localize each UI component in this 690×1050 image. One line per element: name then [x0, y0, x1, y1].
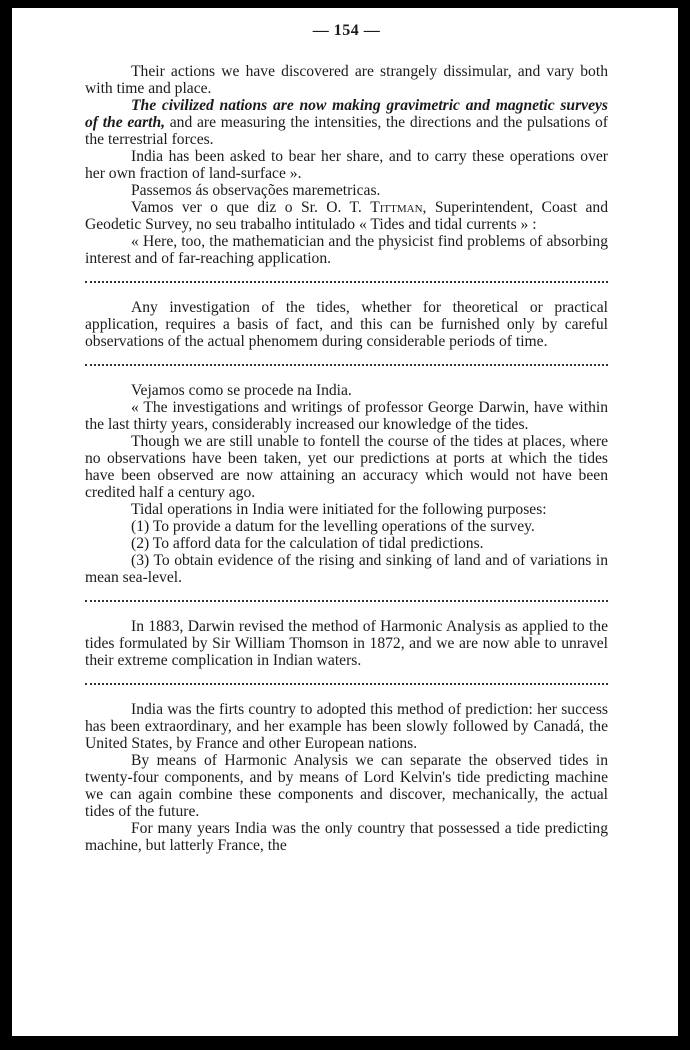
- paragraph: India was the firts country to adopted this method of prediction: her success has been extraordinary, and her example has been slowly followed by Canadá, the United States, by France and other European nations.: [85, 701, 608, 752]
- paragraph-text: Vamos ver o que diz o Sr. O. T.: [131, 199, 371, 216]
- dotted-separator: [85, 362, 608, 366]
- paragraph: [85, 97, 608, 148]
- author-name: Tittman: [370, 199, 423, 216]
- paragraph: In 1883, Darwin revised the method of Harmonic Analysis as applied to the tides formulated by Sir William Thomson in 1872, and we are now able to unravel their extreme complication in Indian waters.: [85, 618, 608, 669]
- paragraph: India has been asked to bear her share, and to carry these operations over her own fraction of land-surface ».: [85, 148, 608, 182]
- page-content: [85, 18, 608, 854]
- italic-phrase: The civilized nations are now making gravimetric and magnetic surveys of the earth,: [85, 97, 608, 131]
- paragraph: Passemos ás observações maremetricas.: [131, 182, 381, 199]
- dotted-separator: [85, 681, 608, 685]
- paragraph-text: , Superintendent, Coast and Geodetic Survey, no seu trabalho intitulado « Tides and tidal currents » :: [85, 199, 608, 233]
- paragraph: Though we are still unable to fontell the course of the tides at places, where no observations have been taken, yet our predictions at ports at which the tides have been observed are now attaining an accuracy which would not have been credited half a century ago.: [85, 433, 608, 501]
- list-item: [85, 535, 608, 552]
- paragraph: Vejamos como se procede na India.: [131, 382, 352, 399]
- paragraph: « Here, too, the mathematician and the physicist find problems of absorbing interest and of far-reaching application.: [85, 233, 608, 267]
- paragraph: By means of Harmonic Analysis we can separate the observed tides in twenty-four components, and by means of Lord Kelvin's tide predicting machine we can again combine these components and discover, mechanically, the actual tides of the future.: [85, 752, 608, 820]
- list-item-text: To obtain evidence of the rising and sinking of land and of variations in mean sea-level.: [85, 552, 608, 586]
- list-item-number: (2): [131, 535, 150, 552]
- paragraph: Any investigation of the tides, whether for theoretical or practical application, requires a basis of fact, and this can be furnished only by careful observations of the actual phenomem during considerable periods of time.: [85, 299, 608, 350]
- dotted-separator: [85, 598, 608, 602]
- list-item: [85, 552, 608, 586]
- paragraph: For many years India was the only country that possessed a tide predicting machine, but latterly France, the: [85, 820, 608, 854]
- list-item-text: To provide a datum for the levelling operations of the survey.: [149, 518, 535, 535]
- paragraph: Their actions we have discovered are strangely dissimular, and vary both with time and place.: [85, 63, 608, 97]
- document-page: [12, 8, 678, 1036]
- list-item: [85, 518, 608, 535]
- list-item-text: To afford data for the calculation of tidal predictions.: [149, 535, 484, 552]
- paragraph: « The investigations and writings of professor George Darwin, have within the last thirty years, considerably increased our knowledge of the tides.: [85, 399, 608, 433]
- list-item-number: (1): [131, 518, 150, 535]
- dotted-separator: [85, 279, 608, 283]
- list-item-number: (3): [131, 552, 150, 569]
- paragraph-text: and are measuring the intensities, the directions and the pulsations of the terrestrial forces.: [85, 114, 608, 148]
- page-number: — 154 —: [312, 22, 381, 39]
- paragraph: [85, 199, 608, 233]
- paragraph: Tidal operations in India were initiated for the following purposes:: [131, 501, 547, 518]
